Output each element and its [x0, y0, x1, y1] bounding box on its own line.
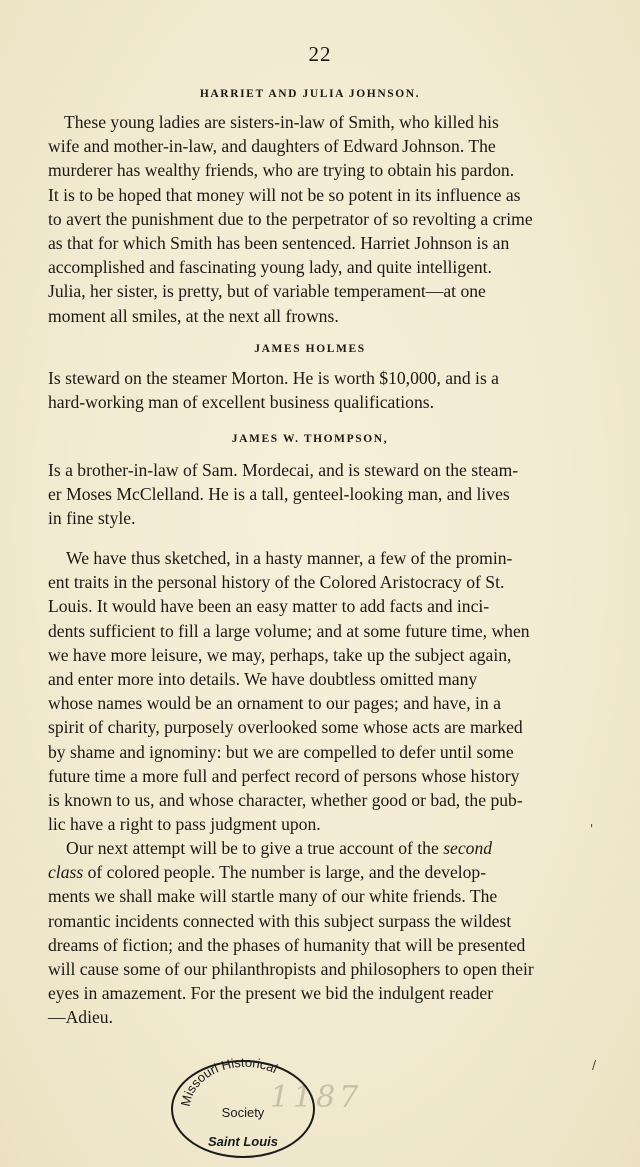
text-line: It is to be hoped that money will not be so potent in its influence as [48, 184, 521, 205]
text-line: future time a more full and perfect record of persons whose history [48, 765, 520, 786]
text-line: Julia, her sister, is pretty, but of variable temperament—at one [48, 281, 486, 302]
text-line: er Moses McClelland. He is a tall, genteel-looking man, and lives [48, 484, 510, 505]
text-line: Is a brother-in-law of Sam. Mordecai, and is steward on the steam- [48, 460, 519, 480]
text-line: moment all smiles, at the next all frowns. [48, 305, 339, 326]
stamp-bottom-text: Saint Louis [207, 1134, 279, 1149]
pencil-accession-number: 1187 [270, 1080, 363, 1115]
text-line: spirit of charity, purposely overlooked some whose acts are marked [48, 717, 523, 738]
text-line [66, 836, 584, 860]
section-body-johnson [48, 110, 584, 328]
text-line: dreams of fiction; and the phases of humanity that will be presented [48, 934, 526, 955]
text-line: romantic incidents connected with this subject surpass the wildest [48, 910, 512, 931]
library-stamp [168, 1055, 318, 1160]
section-heading-johnson: HARRIET AND JULIA JOHNSON. [199, 88, 421, 100]
text-line [48, 860, 584, 884]
text-line: we have more leisure, we may, perhaps, take up the subject again, [48, 644, 512, 665]
text-line: eyes in amazement. For the present we bid the indulgent reader [48, 983, 494, 1004]
text-fragment: Our next attempt will be to give a true account of the [66, 838, 439, 858]
text-line: to avert the punishment due to the perpetrator of so revolting a crime [48, 208, 533, 229]
text-line: ent traits in the personal history of the Colored Aristocracy of St. [48, 572, 505, 593]
text-line: dents sufficient to fill a large volume; and at some future time, when [48, 620, 530, 641]
section-body-thompson [48, 458, 584, 531]
text-line: is known to us, and whose character, whether good or bad, the pub- [48, 790, 523, 811]
text-line: whose names would be an ornament to our pages; and have, in a [48, 693, 501, 714]
text-line: ments we shall make will startle many of our white friends. The [48, 886, 498, 907]
closing-paragraph-1 [48, 546, 584, 836]
text-line: murderer has wealthy friends, who are trying to obtain his pardon. [48, 160, 515, 181]
text-line: will cause some of our philanthropists and philosophers to open their [48, 959, 534, 980]
text-line: Is steward on the steamer Morton. He is worth $10,000, and is a [48, 368, 499, 388]
emphasis-word: class [48, 862, 84, 883]
stray-mark: ' [590, 822, 594, 836]
text-line: These young ladies are sisters-in-law of Smith, who killed his [64, 112, 499, 132]
text-line: and enter more into details. We have doubtless omitted many [48, 669, 478, 690]
text-line: lic have a right to pass judgment upon. [48, 814, 321, 835]
section-heading-thompson: JAMES W. THOMPSON, [231, 433, 389, 445]
stamp-middle-text: Society [221, 1105, 265, 1120]
text-line: —Adieu. [48, 1007, 113, 1028]
section-heading-holmes: JAMES HOLMES [254, 343, 366, 355]
stamp-arc-text: Missouri Historical [177, 1055, 280, 1108]
closing-paragraph-2 [48, 836, 584, 1030]
text-line: by shame and ignominy: but we are compelled to defer until some [48, 741, 514, 762]
text-line: hard-working man of excellent business qualifications. [48, 392, 434, 413]
section-body-holmes [48, 366, 584, 414]
stray-mark: / [592, 1058, 597, 1072]
text-line: accomplished and fascinating young lady, and quite intelligent. [48, 257, 492, 278]
text-line: Louis. It would have been an easy matter to add facts and inci- [48, 596, 490, 617]
text-line: We have thus sketched, in a hasty manner, a few of the promin- [66, 548, 513, 568]
text-line: as that for which Smith has been sentenced. Harriet Johnson is an [48, 233, 510, 254]
text-line: in fine style. [48, 508, 136, 529]
page-number: 22 [308, 42, 332, 66]
emphasis-word: second [443, 838, 493, 858]
text-line: wife and mother-in-law, and daughters of Edward Johnson. The [48, 136, 496, 157]
text-fragment: of colored people. The number is large, and the develop- [87, 862, 487, 883]
